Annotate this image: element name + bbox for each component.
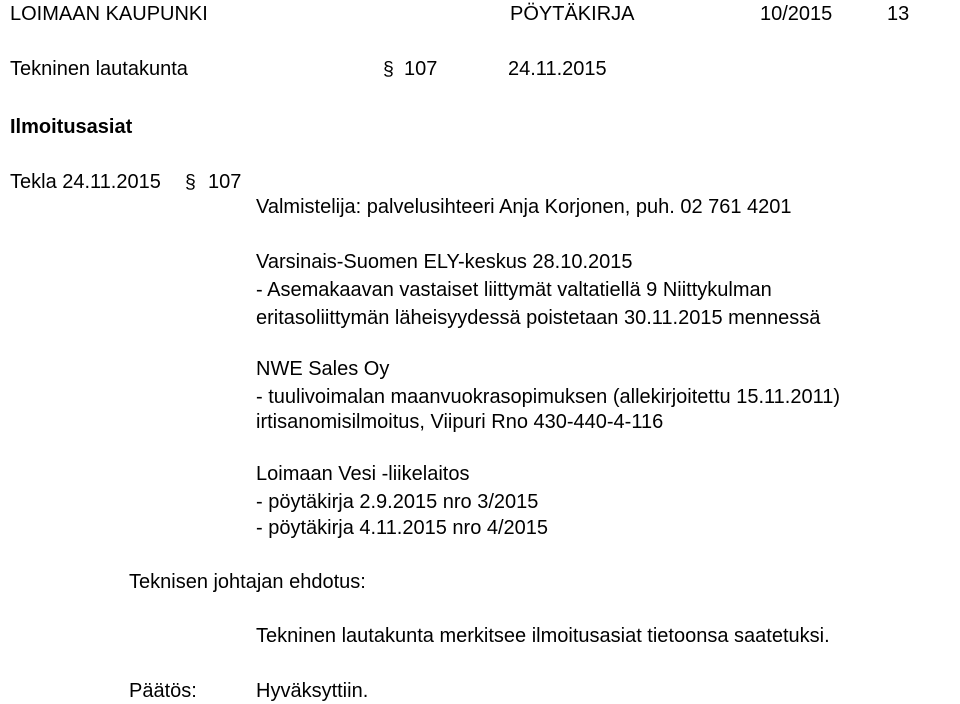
item-org: Loimaan Vesi -liikelaitos [256, 463, 470, 485]
reference-text: Tekla 24.11.2015 [10, 171, 161, 193]
proposal-label: Teknisen johtajan ehdotus: [129, 571, 366, 593]
doc-type: PÖYTÄKIRJA [510, 3, 635, 25]
item-line: - pöytäkirja 2.9.2015 nro 3/2015 [256, 491, 539, 513]
decision-label: Päätös: [129, 680, 197, 702]
page-number: 13 [887, 3, 910, 25]
section-mark: § [383, 58, 394, 80]
item-line: - Asemakaavan vastaiset liittymät valtatiellä 9 Niittykulman [256, 279, 772, 301]
decision-text: Hyväksyttiin. [256, 680, 369, 702]
item-line: - pöytäkirja 4.11.2015 nro 4/2015 [256, 517, 549, 539]
proposal-text: Tekninen lautakunta merkitsee ilmoitusasiat tietoonsa saatetuksi. [256, 625, 830, 647]
reference-section: 107 [208, 171, 242, 193]
item-line: eritasoliittymän läheisyydessä poistetaan 30.11.2015 mennessä [256, 307, 821, 329]
preparer-line: Valmistelija: palvelusihteeri Anja Korjonen, puh. 02 761 4201 [256, 196, 792, 218]
committee-name: Tekninen lautakunta [10, 58, 188, 80]
item-line: - tuulivoimalan maanvuokrasopimuksen (allekirjoitettu 15.11.2011) [256, 386, 841, 408]
item-org: NWE Sales Oy [256, 358, 390, 380]
page-title: Ilmoitusasiat [10, 116, 133, 138]
meeting-date: 24.11.2015 [508, 58, 607, 80]
reference-section-mark: § [185, 171, 196, 193]
section-number: 107 [404, 58, 438, 80]
org-name: LOIMAAN KAUPUNKI [10, 3, 208, 25]
doc-number: 10/2015 [760, 3, 833, 25]
item-org: Varsinais-Suomen ELY-keskus 28.10.2015 [256, 251, 633, 273]
item-line: irtisanomisilmoitus, Viipuri Rno 430-440-4-116 [256, 411, 664, 433]
